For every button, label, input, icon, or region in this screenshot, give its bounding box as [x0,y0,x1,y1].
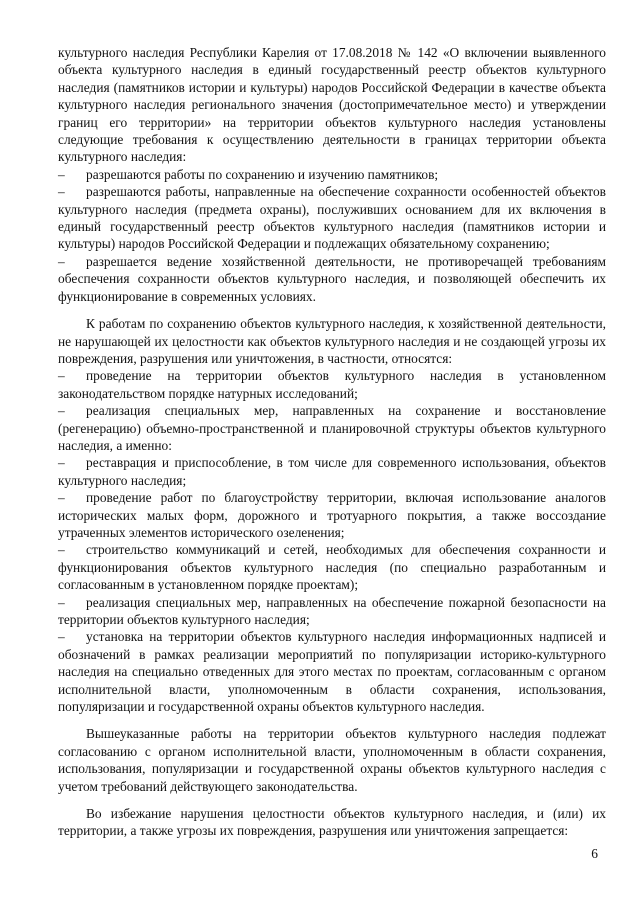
paragraph-works: К работам по сохранению объектов культурного наследия, к хозяйственной деятельности, не нарушающей их целостности как объектов культурного наследия и не создающей угрозы их повреждения, разрушения или уничтожения, в частности, относятся: [58,316,606,366]
dash-bullet: – [58,166,65,182]
dash-bullet: – [58,542,65,558]
page-number: 6 [591,846,598,861]
dash-bullet: – [58,403,65,419]
list-item-text: реализация специальных мер, направленных на сохранение и восстановление (регенерацию) объемно-пространственной и планировочной структуры объектов культурного наследия, а именно: [58,403,606,453]
list-item [58,253,606,305]
dash-bullet: – [58,490,65,506]
dash-bullet: – [58,455,65,471]
list-item [58,541,606,593]
list-item-text: разрешается ведение хозяйственной деятельности, не противоречащей требованиям обеспечения сохранности объектов культурного наследия, и позволяющей обеспечить их функционирование в современных условиях. [58,253,606,304]
paragraph-intro: культурного наследия Республики Карелия от 17.08.2018 № 142 «О включении выявленного объекта культурного наследия в единый государственный реестр объектов культурного наследия (памятников истории и культуры) народов Российской Федерации в качестве объекта культурного наследия регионального значения (достопримечательное место) и утверждении границ его территории» на территории объектов культурного наследия установлены следующие требования к осуществлению деятельности в границах территории объекта культурного наследия: [58,45,606,165]
list-item [58,166,606,183]
list-item-text: разрешаются работы по сохранению и изучению памятников; [86,166,439,182]
list-item-text: установка на территории объектов культурного наследия информационных надписей и обозначений в рамках реализации мероприятий по популяризации историко-культурного наследия на специально отведенных для этого местах по проектам, согласованным с органом исполнительной власти, уполномоченным в области сохранения, использования, популяризации и государственной охраны объектов культурного наследия. [58,629,606,715]
list-item-text: реставрация и приспособление, в том числе для современного использования, объектов культурного наследия; [58,455,606,488]
list-item [58,183,606,253]
list-item [58,628,606,715]
document-body [58,44,606,840]
dash-bullet: – [58,253,65,269]
dash-bullet: – [58,629,65,645]
list-item [58,594,606,629]
list-item [58,367,606,402]
list-item-text: разрешаются работы, направленные на обеспечение сохранности особенностей объектов культурного наследия (предмета охраны), послуживших основанием для их включения в единый государственный реестр объектов культурного наследия (памятников истории и культуры) народов Российской Федерации и подлежащих обязательному сохранению; [58,184,606,252]
list-item [58,402,606,454]
list-item-text: строительство коммуникаций и сетей, необходимых для обеспечения сохранности и функционирования объектов культурного наследия (по специально разработанным и согласованным в установленном порядке проектам); [58,542,606,593]
paragraph-approval: Вышеуказанные работы на территории объектов культурного наследия подлежат согласованию с органом исполнительной власти, уполномоченным в области сохранения, использования, популяризации и государственной охраны объектов культурного наследия с учетом требований действующего законодательства. [58,726,606,794]
dash-bullet: – [58,184,65,200]
list-item-text: реализация специальных мер, направленных на обеспечение пожарной безопасности на территории объектов культурного наследия; [58,594,606,627]
list-item-text: проведение на территории объектов культурного наследия в установленном законодательством порядке натурных исследований; [58,368,606,401]
dash-bullet: – [58,594,65,610]
paragraph-prohibitions: Во избежание нарушения целостности объектов культурного наследия, и (или) их территории, а также угрозы их повреждения, разрушения или уничтожения запрещается: [58,806,606,839]
list-item-text: проведение работ по благоустройству территории, включая использование аналогов исторических малых форм, дорожного и тротуарного покрытия, а также воссоздание утраченных элементов исторического озеленения; [58,490,606,540]
list-item [58,489,606,541]
dash-bullet: – [58,368,65,384]
list-item [58,454,606,489]
